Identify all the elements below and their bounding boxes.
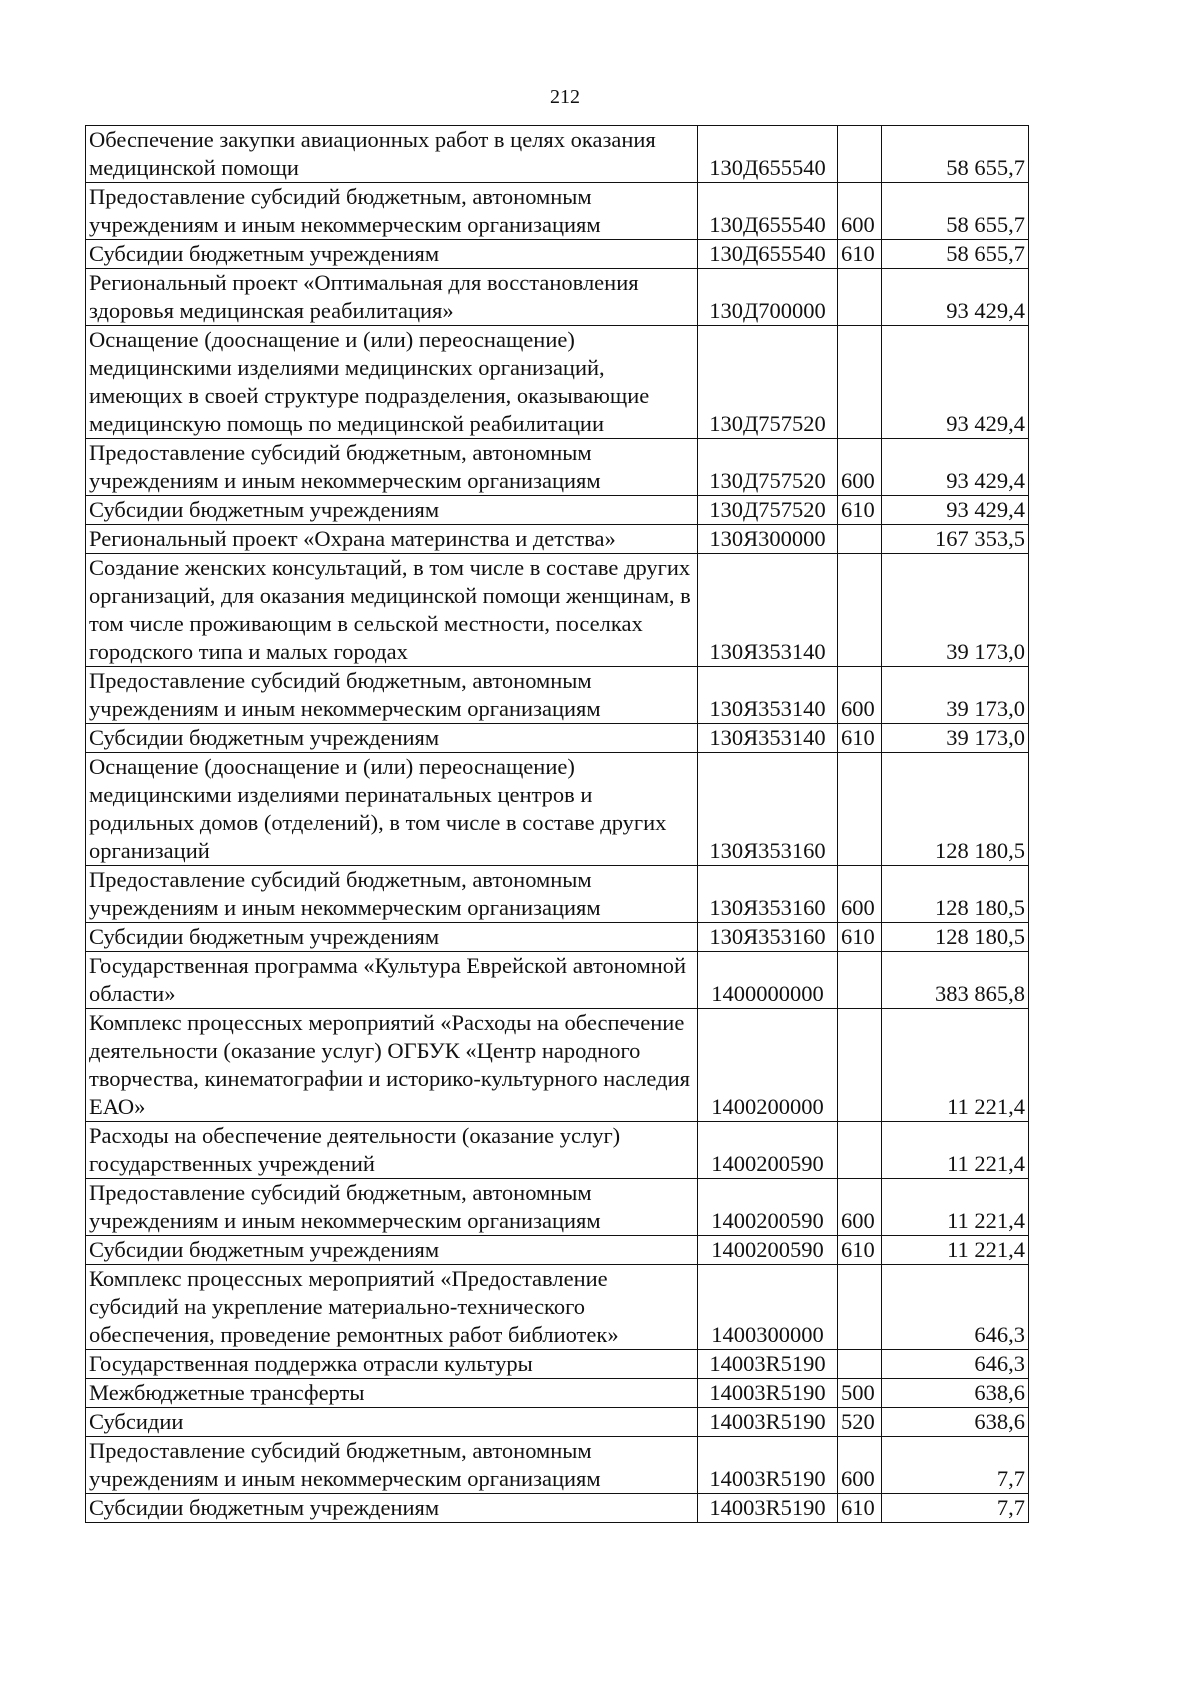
- amount-cell: 646,3: [882, 1265, 1029, 1350]
- target-article-code-cell: 130Д757520: [698, 496, 838, 525]
- table-row: [86, 952, 1029, 1009]
- amount-cell: 93 429,4: [882, 439, 1029, 496]
- page-number: 212: [550, 86, 580, 108]
- table-row: [86, 525, 1029, 554]
- expense-type-code-cell: [838, 554, 882, 667]
- expense-name-cell: Межбюджетные трансферты: [86, 1379, 698, 1408]
- expense-type-code-cell: 500: [838, 1379, 882, 1408]
- amount-cell: 167 353,5: [882, 525, 1029, 554]
- expense-type-code-cell: [838, 525, 882, 554]
- target-article-code-cell: 130Д757520: [698, 326, 838, 439]
- table-row: [86, 1408, 1029, 1437]
- target-article-code-cell: 1400200590: [698, 1236, 838, 1265]
- table-row: [86, 866, 1029, 923]
- expense-type-code-cell: 610: [838, 496, 882, 525]
- amount-cell: 11 221,4: [882, 1009, 1029, 1122]
- table-row: [86, 1236, 1029, 1265]
- expense-type-code-cell: 610: [838, 1236, 882, 1265]
- target-article-code-cell: 1400300000: [698, 1265, 838, 1350]
- amount-cell: 11 221,4: [882, 1122, 1029, 1179]
- target-article-code-cell: 1400000000: [698, 952, 838, 1009]
- target-article-code-cell: 130Д700000: [698, 269, 838, 326]
- expense-name-cell: Государственная поддержка отрасли культуры: [86, 1350, 698, 1379]
- expense-name-cell: Субсидии бюджетным учреждениям: [86, 1494, 698, 1523]
- amount-cell: 11 221,4: [882, 1179, 1029, 1236]
- table-row: [86, 496, 1029, 525]
- target-article-code-cell: 130Д655540: [698, 126, 838, 183]
- table-row: [86, 923, 1029, 952]
- expense-name-cell: Региональный проект «Охрана материнства и детства»: [86, 525, 698, 554]
- expense-type-code-cell: [838, 269, 882, 326]
- expense-name-cell: Предоставление субсидий бюджетным, автономным учреждениям и иным некоммерческим организациям: [86, 866, 698, 923]
- table-row: [86, 1437, 1029, 1494]
- amount-cell: 383 865,8: [882, 952, 1029, 1009]
- table-row: [86, 269, 1029, 326]
- amount-cell: 646,3: [882, 1350, 1029, 1379]
- amount-cell: 39 173,0: [882, 554, 1029, 667]
- amount-cell: 7,7: [882, 1437, 1029, 1494]
- expense-name-cell: Предоставление субсидий бюджетным, автономным учреждениям и иным некоммерческим организациям: [86, 1179, 698, 1236]
- expense-type-code-cell: [838, 1009, 882, 1122]
- amount-cell: 58 655,7: [882, 240, 1029, 269]
- expense-name-cell: Субсидии бюджетным учреждениям: [86, 923, 698, 952]
- expense-type-code-cell: [838, 1122, 882, 1179]
- expense-type-code-cell: [838, 1350, 882, 1379]
- amount-cell: 7,7: [882, 1494, 1029, 1523]
- target-article-code-cell: 130Д757520: [698, 439, 838, 496]
- amount-cell: 58 655,7: [882, 126, 1029, 183]
- table-row: [86, 667, 1029, 724]
- budget-table-body: [86, 126, 1029, 1523]
- expense-name-cell: Субсидии бюджетным учреждениям: [86, 240, 698, 269]
- target-article-code-cell: 130Я353140: [698, 724, 838, 753]
- table-row: [86, 1009, 1029, 1122]
- expense-name-cell: Субсидии бюджетным учреждениям: [86, 724, 698, 753]
- amount-cell: 93 429,4: [882, 326, 1029, 439]
- expense-name-cell: Предоставление субсидий бюджетным, автономным учреждениям и иным некоммерческим организациям: [86, 439, 698, 496]
- expense-type-code-cell: 600: [838, 1179, 882, 1236]
- target-article-code-cell: 14003R5190: [698, 1437, 838, 1494]
- expense-type-code-cell: [838, 753, 882, 866]
- table-row: [86, 240, 1029, 269]
- expense-type-code-cell: 600: [838, 866, 882, 923]
- expense-type-code-cell: [838, 126, 882, 183]
- expense-type-code-cell: 600: [838, 667, 882, 724]
- expense-name-cell: Субсидии: [86, 1408, 698, 1437]
- expense-type-code-cell: 610: [838, 724, 882, 753]
- target-article-code-cell: 130Я353140: [698, 554, 838, 667]
- expense-name-cell: Обеспечение закупки авиационных работ в целях оказания медицинской помощи: [86, 126, 698, 183]
- target-article-code-cell: 130Я353160: [698, 923, 838, 952]
- amount-cell: 93 429,4: [882, 496, 1029, 525]
- expense-name-cell: Государственная программа «Культура Еврейской автономной области»: [86, 952, 698, 1009]
- expense-name-cell: Субсидии бюджетным учреждениям: [86, 496, 698, 525]
- expense-name-cell: Субсидии бюджетным учреждениям: [86, 1236, 698, 1265]
- table-row: [86, 326, 1029, 439]
- target-article-code-cell: 14003R5190: [698, 1408, 838, 1437]
- expense-name-cell: Региональный проект «Оптимальная для восстановления здоровья медицинская реабилитация»: [86, 269, 698, 326]
- target-article-code-cell: 14003R5190: [698, 1379, 838, 1408]
- table-row: [86, 1179, 1029, 1236]
- expense-type-code-cell: 610: [838, 240, 882, 269]
- amount-cell: 39 173,0: [882, 724, 1029, 753]
- expense-type-code-cell: 610: [838, 923, 882, 952]
- amount-cell: 93 429,4: [882, 269, 1029, 326]
- amount-cell: 638,6: [882, 1379, 1029, 1408]
- amount-cell: 11 221,4: [882, 1236, 1029, 1265]
- expense-type-code-cell: [838, 326, 882, 439]
- amount-cell: 638,6: [882, 1408, 1029, 1437]
- table-row: [86, 1350, 1029, 1379]
- target-article-code-cell: 1400200590: [698, 1179, 838, 1236]
- expense-type-code-cell: 520: [838, 1408, 882, 1437]
- table-row: [86, 1494, 1029, 1523]
- expense-type-code-cell: 610: [838, 1494, 882, 1523]
- expense-name-cell: Предоставление субсидий бюджетным, автономным учреждениям и иным некоммерческим организациям: [86, 183, 698, 240]
- table-row: [86, 554, 1029, 667]
- amount-cell: 128 180,5: [882, 866, 1029, 923]
- amount-cell: 39 173,0: [882, 667, 1029, 724]
- table-row: [86, 183, 1029, 240]
- expense-type-code-cell: 600: [838, 183, 882, 240]
- table-row: [86, 439, 1029, 496]
- target-article-code-cell: 130Я353160: [698, 753, 838, 866]
- expense-name-cell: Предоставление субсидий бюджетным, автономным учреждениям и иным некоммерческим организациям: [86, 667, 698, 724]
- target-article-code-cell: 14003R5190: [698, 1350, 838, 1379]
- table-row: [86, 1379, 1029, 1408]
- expense-name-cell: Создание женских консультаций, в том числе в составе других организаций, для оказания медицинской помощи женщинам, в том числе проживающим в сельской местности, поселках городского типа и малых городах: [86, 554, 698, 667]
- expense-name-cell: Расходы на обеспечение деятельности (оказание услуг) государственных учреждений: [86, 1122, 698, 1179]
- budget-table: [85, 125, 1029, 1523]
- amount-cell: 58 655,7: [882, 183, 1029, 240]
- table-row: [86, 1265, 1029, 1350]
- target-article-code-cell: 130Я300000: [698, 525, 838, 554]
- expense-name-cell: Предоставление субсидий бюджетным, автономным учреждениям и иным некоммерческим организациям: [86, 1437, 698, 1494]
- amount-cell: 128 180,5: [882, 753, 1029, 866]
- expense-name-cell: Комплекс процессных мероприятий «Расходы на обеспечение деятельности (оказание услуг) ОГБУК «Центр народного творчества, кинематографии и историко-культурного наследия ЕАО»: [86, 1009, 698, 1122]
- table-row: [86, 724, 1029, 753]
- table-row: [86, 753, 1029, 866]
- target-article-code-cell: 1400200000: [698, 1009, 838, 1122]
- target-article-code-cell: 130Д655540: [698, 240, 838, 269]
- expense-name-cell: Комплекс процессных мероприятий «Предоставление субсидий на укрепление материально-технического обеспечения, проведение ремонтных работ библиотек»: [86, 1265, 698, 1350]
- table-row: [86, 126, 1029, 183]
- expense-name-cell: Оснащение (дооснащение и (или) переоснащение) медицинскими изделиями перинатальных центров и родильных домов (отделений), в том числе в составе других организаций: [86, 753, 698, 866]
- amount-cell: 128 180,5: [882, 923, 1029, 952]
- target-article-code-cell: 130Д655540: [698, 183, 838, 240]
- expense-type-code-cell: [838, 952, 882, 1009]
- target-article-code-cell: 130Я353160: [698, 866, 838, 923]
- expense-type-code-cell: 600: [838, 1437, 882, 1494]
- expense-name-cell: Оснащение (дооснащение и (или) переоснащение) медицинскими изделиями медицинских организаций, имеющих в своей структуре подразделения, оказывающие медицинскую помощь по медицинской реабилитации: [86, 326, 698, 439]
- expense-type-code-cell: [838, 1265, 882, 1350]
- expense-type-code-cell: 600: [838, 439, 882, 496]
- target-article-code-cell: 130Я353140: [698, 667, 838, 724]
- table-row: [86, 1122, 1029, 1179]
- target-article-code-cell: 1400200590: [698, 1122, 838, 1179]
- target-article-code-cell: 14003R5190: [698, 1494, 838, 1523]
